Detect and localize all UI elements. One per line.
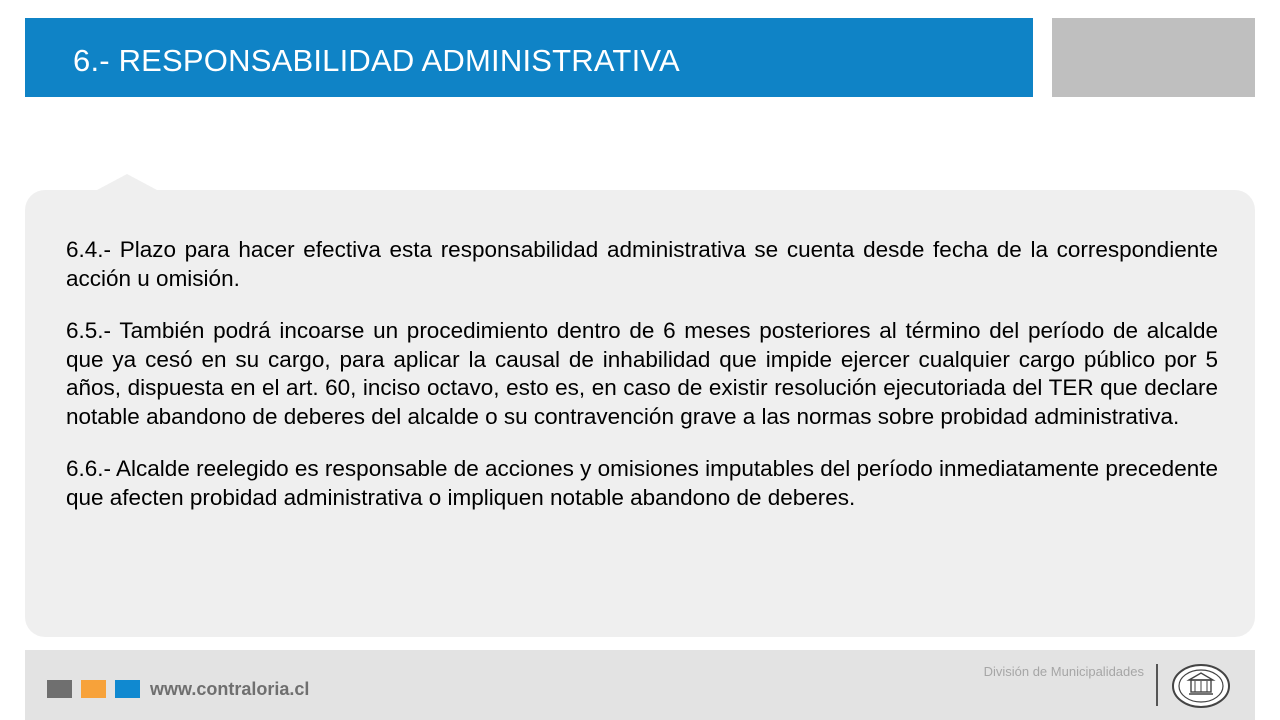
content-panel-tab <box>97 174 157 190</box>
paragraph-6-6: 6.6.- Alcalde reelegido es responsable de acciones y omisiones imputables del período inmediatamente precedente que afecten probidad administrativa o impliquen notable abandono de deberes. <box>66 456 1218 510</box>
paragraph-6-5: 6.5.- También podrá incoarse un procedimiento dentro de 6 meses posteriores al término del período de alcalde que ya cesó en su cargo, para aplicar la causal de inhabilidad que impide ejercer cualquier cargo público por 5 años, dispuesta en el art. 60, inciso octavo, esto es, en caso de existir resolución ejecutoriada del TER que declare notable abandono de deberes del alcalde o su contravención grave a las normas sobre probidad administrativa. <box>66 318 1218 429</box>
paragraph-6-4: 6.4.- Plazo para hacer efectiva esta responsabilidad administrativa se cuenta desde fecha de la correspondiente acción u omisión. <box>66 237 1218 291</box>
paragraph-list <box>66 236 1218 536</box>
footer <box>25 650 1255 720</box>
footer-url-link[interactable]: www.contraloria.cl <box>150 679 310 699</box>
footer-square-gray <box>47 680 72 698</box>
footer-divider <box>1156 664 1158 706</box>
footer-division-label: División de Municipalidades <box>983 664 1144 679</box>
footer-square-orange <box>81 680 106 698</box>
header-gray-block <box>1052 18 1255 97</box>
title-bar <box>25 18 1033 97</box>
content-area <box>25 174 1255 637</box>
footer-square-blue <box>115 680 140 698</box>
contraloria-seal-icon <box>1171 663 1231 709</box>
slide-title: 6.- RESPONSABILIDAD ADMINISTRATIVA <box>73 43 680 78</box>
